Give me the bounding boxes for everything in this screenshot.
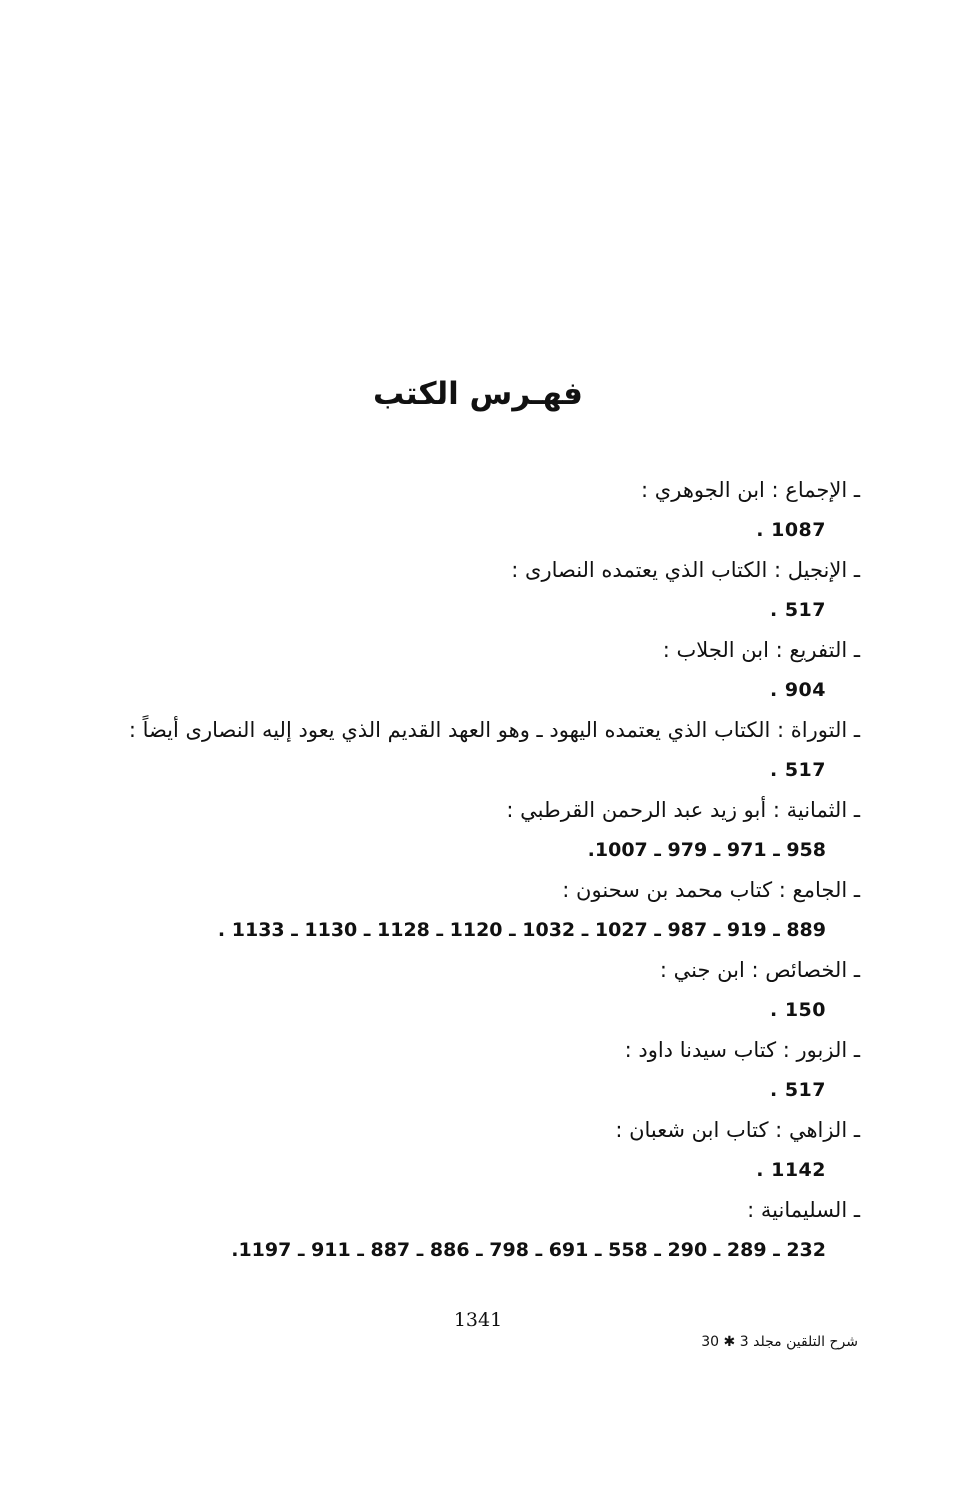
index-title: فهـرس الكتب: [373, 376, 583, 412]
index-entry-zahi: [60, 1110, 860, 1190]
entry-page-refs: 517 .: [769, 599, 826, 621]
entry-heading: ـ الجامع : كتاب محمد بن سحنون :: [562, 878, 860, 902]
index-entries: [60, 470, 860, 1270]
index-entry-jami: [60, 870, 860, 950]
entry-heading: ـ الثمانية : أبو زيد عبد الرحمن القرطبي :: [506, 798, 860, 822]
entry-page-refs: 904 .: [769, 679, 826, 701]
entry-page-refs: 1142 .: [756, 1159, 826, 1181]
index-entry-sulaymaniya: [60, 1190, 860, 1270]
entry-heading: ـ الزاهي : كتاب ابن شعبان :: [615, 1118, 860, 1142]
index-entry-injil: [60, 550, 860, 630]
index-entry-khasais: [60, 950, 860, 1030]
entry-page-refs: 889 ـ 919 ـ 987 ـ 1027 ـ 1032 ـ 1120 ـ 1128 ـ 1130 ـ 1133 .: [217, 919, 826, 941]
entry-heading: ـ الإنجيل : الكتاب الذي يعتمده النصارى :: [511, 558, 860, 582]
entry-heading: ـ الإجماع : ابن الجوهري :: [641, 478, 860, 502]
entry-heading: ـ الخصائص : ابن جني :: [659, 958, 860, 982]
entry-page-refs: 150 .: [769, 999, 826, 1021]
entry-page-refs: 517 .: [769, 759, 826, 781]
running-footer: شرح التلقين مجلد 3 ✱ 30: [701, 1334, 858, 1350]
index-entry-tawrat: [60, 710, 860, 790]
entry-page-refs: 958 ـ 971 ـ 979 ـ 1007.: [587, 839, 826, 861]
entry-heading: ـ التفريع : ابن الجلاب :: [662, 638, 860, 662]
entry-heading: ـ السليمانية :: [747, 1198, 860, 1222]
entry-page-refs: 517 .: [769, 1079, 826, 1101]
index-entry-tafri: [60, 630, 860, 710]
index-entry-thamaniya: [60, 790, 860, 870]
index-entry-zabur: [60, 1030, 860, 1110]
entry-page-refs: 232 ـ 289 ـ 290 ـ 558 ـ 691 ـ 798 ـ 886 ـ 887 ـ 911 ـ 1197.: [231, 1239, 826, 1261]
index-entry-ijma: [60, 470, 860, 550]
entry-page-refs: 1087 .: [756, 519, 826, 541]
page-number: 1341: [453, 1309, 503, 1331]
entry-heading: ـ التوراة : الكتاب الذي يعتمده اليهود ـ وهو العهد القديم الذي يعود إليه النصارى أيضاً :: [128, 718, 860, 742]
entry-heading: ـ الزبور : كتاب سيدنا داود :: [624, 1038, 860, 1062]
